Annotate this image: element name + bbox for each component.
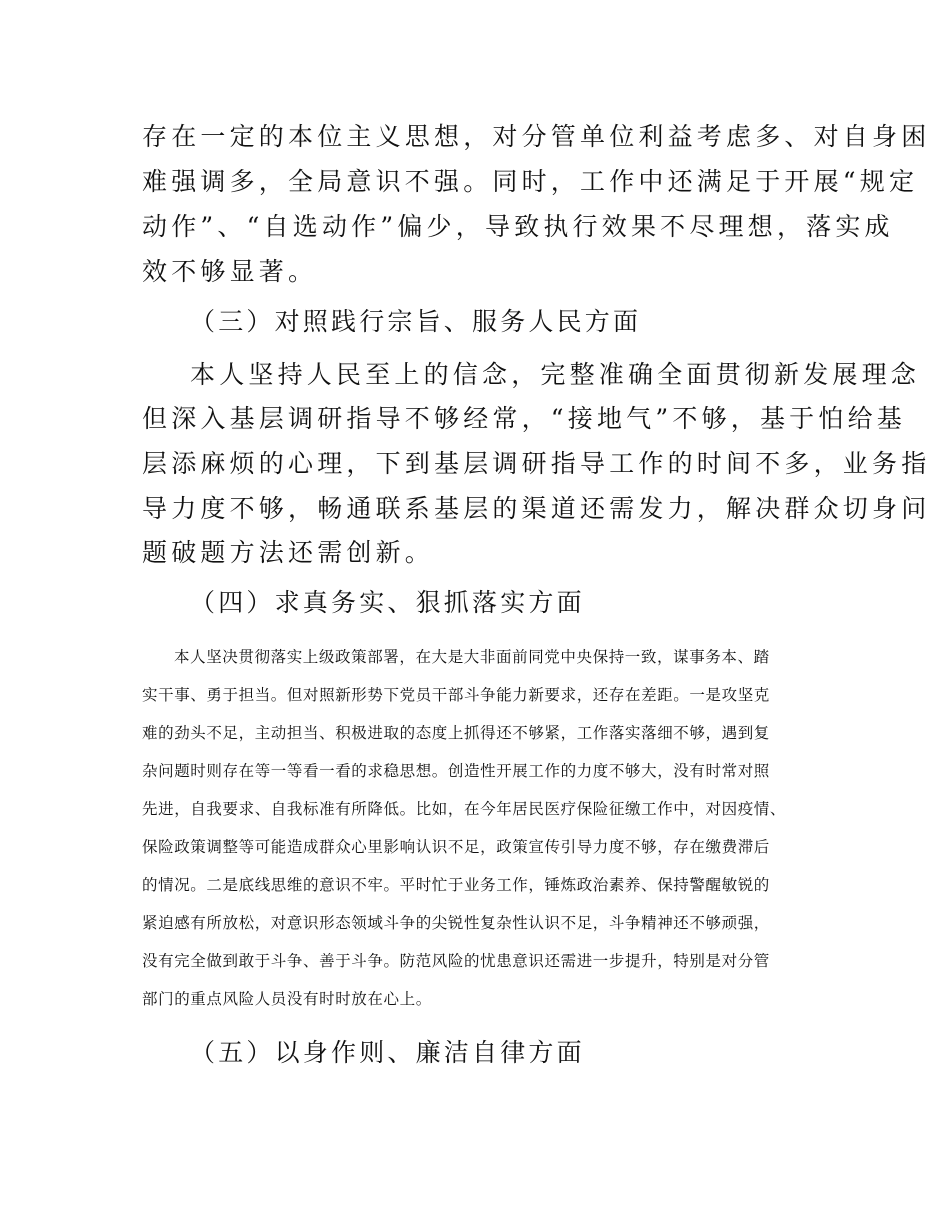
section-5-heading: （五）以身作则、廉洁自律方面: [190, 1038, 585, 1067]
paragraph-line: 存在一定的本位主义思想，对分管单位利益考虑多、对自身困: [142, 122, 931, 151]
section-4-line: 没有完全做到敢于斗争、善于斗争。防范风险的忧患意识还需进一步提升，特别是对分管: [142, 952, 770, 970]
section-3-heading: （三）对照践行宗旨、服务人民方面: [190, 307, 642, 336]
section-4-line: 部门的重点风险人员没有时时放在心上。: [142, 990, 432, 1008]
paragraph-line: 难强调多，全局意识不强。同时，工作中还满足于开展“规定: [142, 167, 919, 196]
section-4-line: 难的劲头不足，主动担当、积极进取的态度上抓得还不够紧，工作落实落细不够，遇到复: [142, 724, 770, 742]
section-4-line: 先进，自我要求、自我标准有所降低。比如，在今年居民医疗保险征缴工作中，对因疫情、: [142, 800, 787, 818]
section-4-line: 杂问题时则存在等一等看一看的求稳思想。创造性开展工作的力度不够大，没有时常对照: [142, 762, 770, 780]
section-3-line: 但深入基层调研指导不够经常，“接地气”不够，基于怕给基: [142, 404, 906, 433]
section-4-heading: （四）求真务实、狠抓落实方面: [190, 588, 585, 617]
section-4-line: 的情况。二是底线思维的意识不牢。平时忙于业务工作，锤炼政治素养、保持警醒敏锐的: [142, 876, 770, 894]
section-3-line: 本人坚持人民至上的信念，完整准确全面贯彻新发展理念: [190, 360, 921, 389]
section-3-line: 导力度不够，畅通联系基层的渠道还需发力，解决群众切身问: [142, 494, 931, 523]
paragraph-line: 动作”、“自选动作”偏少，导致执行效果不尽理想，落实成: [142, 212, 894, 241]
paragraph-line: 效不够显著。: [142, 257, 318, 286]
section-4-line: 紧迫感有所放松，对意识形态领域斗争的尖锐性复杂性认识不足，斗争精神还不够顽强，: [142, 914, 770, 932]
section-3-line: 层添麻烦的心理，下到基层调研指导工作的时间不多，业务指: [142, 449, 931, 478]
section-4-line: 保险政策调整等可能造成群众心里影响认识不足，政策宣传引导力度不够，存在缴费滞后: [142, 838, 770, 856]
section-4-line: 本人坚决贯彻落实上级政策部署，在大是大非面前同党中央保持一致，谋事务本、踏: [174, 648, 770, 666]
section-4-line: 实干事、勇于担当。但对照新形势下党员干部斗争能力新要求，还存在差距。一是攻坚克: [142, 686, 770, 704]
section-3-line: 题破题方法还需创新。: [142, 538, 435, 567]
